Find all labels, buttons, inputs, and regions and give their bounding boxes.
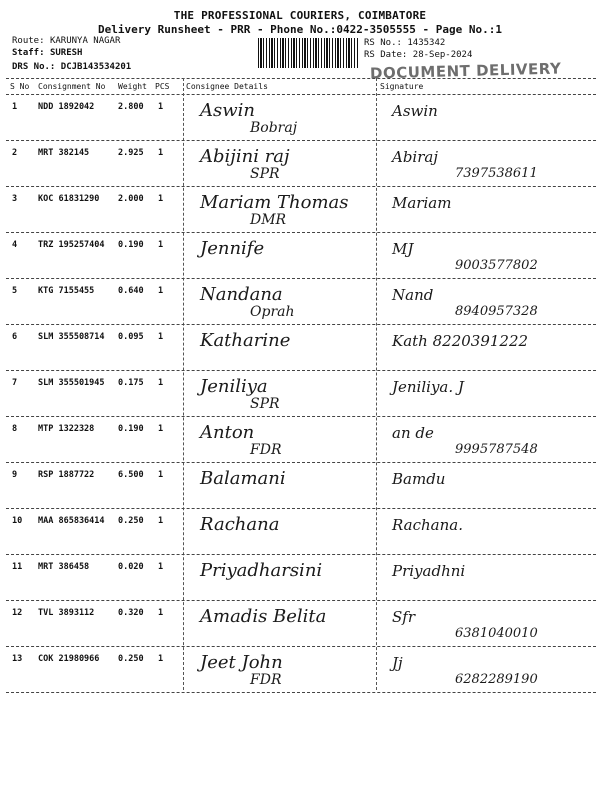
weight-cell: 0.320 [118,608,144,618]
row-divider [6,232,596,233]
sno-cell: 7 [12,378,18,388]
signature-phone-handwritten: 9003577802 [455,258,538,273]
consignment-no-cell: MAA 865836414 [38,516,105,526]
consignee-name-handwritten: Abijini raj [200,146,290,167]
weight-cell: 6.500 [118,470,144,480]
consignee-name-handwritten: Nandana [200,284,283,305]
consignee-name-handwritten: Jeet John [200,652,283,673]
signature-phone-handwritten: 6381040010 [455,626,538,641]
consignee-column-divider [183,78,184,690]
row-divider [6,416,596,417]
rs-date-label: RS Date: [364,50,408,60]
consignee-name-handwritten: Anton [200,422,255,443]
pcs-cell: 1 [158,332,164,342]
sno-cell: 2 [12,148,18,158]
rs-no-label: RS No.: [364,38,402,48]
consignee-area-handwritten: FDR [250,442,282,458]
consignment-no-cell: RSP 1887722 [38,470,95,480]
pcs-cell: 1 [158,286,164,296]
route-label: Route: [12,36,45,46]
pcs-cell: 1 [158,470,164,480]
pcs-cell: 1 [158,378,164,388]
row-divider [6,278,596,279]
consignee-name-handwritten: Jennife [200,238,265,259]
signature-phone-handwritten: 9995787548 [455,442,538,457]
consignment-no-cell: MRT 386458 [38,562,90,572]
sno-cell: 8 [12,424,18,434]
weight-cell: 0.250 [118,654,144,664]
row-divider [6,186,596,187]
row-divider [6,600,596,601]
weight-cell: 0.190 [118,424,144,434]
consignment-no-cell: KTG 7155455 [38,286,95,296]
rs-date-value: 28-Sep-2024 [412,50,473,60]
route-value: KARUNYA NAGAR [49,36,121,46]
weight-cell: 2.925 [118,148,144,158]
consignee-area-handwritten: DMR [250,212,287,228]
sno-cell: 13 [12,654,23,664]
weight-cell: 0.095 [118,332,144,342]
pcs-cell: 1 [158,194,164,204]
weight-cell: 2.800 [118,102,144,112]
pcs-cell: 1 [158,424,164,434]
staff-label: Staff: [12,48,45,58]
signature-handwritten: Nand [392,286,434,304]
consignee-area-handwritten: Bobraj [250,120,298,136]
consignment-no-cell: SLM 355501945 [38,378,105,388]
pcs-cell: 1 [158,562,164,572]
row-divider [6,646,596,647]
signature-handwritten: Jeniliya. J [392,378,464,396]
pcs-cell: 1 [158,654,164,664]
consignee-name-handwritten: Aswin [200,100,255,121]
signature-handwritten: Jj [392,654,403,672]
consignee-area-handwritten: SPR [250,166,280,182]
sno-cell: 11 [12,562,23,572]
row-divider [6,140,596,141]
col-header-consignment: Consignment No [38,82,106,91]
signature-handwritten: MJ [392,240,414,258]
col-header-pcs: PCS [155,82,170,91]
consignment-no-cell: MRT 382145 [38,148,90,158]
document-delivery-stamp: DOCUMENT DELIVERY [369,59,562,83]
consignment-no-cell: KOC 61831290 [38,194,100,204]
col-header-signature: Signature [380,82,424,91]
signature-phone-handwritten: 8940957328 [455,304,538,319]
sno-cell: 3 [12,194,18,204]
sno-cell: 9 [12,470,18,480]
sno-cell: 4 [12,240,18,250]
rs-date-field [364,50,472,60]
sno-cell: 12 [12,608,23,618]
signature-handwritten: Rachana. [392,516,463,534]
signature-handwritten: Mariam [392,194,452,212]
col-header-weight: Weight [118,82,147,91]
consignee-area-handwritten: Oprah [250,304,295,320]
rs-no-field [364,38,445,48]
consignee-name-handwritten: Amadis Belita [200,606,327,627]
drs-field [12,62,131,72]
signature-handwritten: Bamdu [392,470,446,488]
consignee-area-handwritten: FDR [250,672,282,688]
rs-no-value: 1435342 [407,38,446,48]
consignee-name-handwritten: Rachana [200,514,280,535]
table-top-rule [6,78,596,79]
weight-cell: 0.190 [118,240,144,250]
signature-phone-handwritten: 6282289190 [455,672,538,687]
page-subtitle: Delivery Runsheet - PRR - Phone No.:0422-3505555 - Page No.:1 [98,23,502,36]
route-field [12,36,120,46]
weight-cell: 0.020 [118,562,144,572]
row-divider [6,462,596,463]
weight-cell: 0.640 [118,286,144,296]
consignment-no-cell: COK 21980966 [38,654,100,664]
page-title: THE PROFESSIONAL COURIERS, COIMBATORE [173,9,427,22]
sno-cell: 1 [12,102,18,112]
staff-field [12,48,82,58]
sno-cell: 5 [12,286,18,296]
row-divider [6,554,596,555]
weight-cell: 0.175 [118,378,144,388]
sno-cell: 6 [12,332,18,342]
drs-label: DRS No.: [12,62,56,72]
consignment-no-cell: MTP 1322328 [38,424,95,434]
staff-value: SURESH [49,48,83,58]
signature-handwritten: Aswin [392,102,438,120]
signature-column-divider [376,78,377,690]
row-divider [6,508,596,509]
consignee-name-handwritten: Katharine [200,330,291,351]
pcs-cell: 1 [158,516,164,526]
pcs-cell: 1 [158,102,164,112]
consignment-no-cell: NDD 1892042 [38,102,95,112]
consignee-name-handwritten: Jeniliya [200,376,268,397]
barcode [258,38,358,68]
row-divider [6,692,596,693]
signature-handwritten: Priyadhni [392,562,466,580]
signature-handwritten: Kath 8220391222 [392,332,529,350]
consignee-area-handwritten: SPR [250,396,280,412]
col-header-consignee: Consignee Details [186,82,268,91]
drs-value: DCJB143534201 [60,62,132,72]
weight-cell: 0.250 [118,516,144,526]
pcs-cell: 1 [158,608,164,618]
sno-cell: 10 [12,516,23,526]
row-divider [6,324,596,325]
consignee-name-handwritten: Priyadharsini [200,560,323,581]
pcs-cell: 1 [158,148,164,158]
signature-phone-handwritten: 7397538611 [455,166,538,181]
signature-handwritten: an de [392,424,434,442]
col-header-sno: S No [10,82,30,91]
consignment-no-cell: SLM 355508714 [38,332,105,342]
row-divider [6,370,596,371]
signature-handwritten: Abiraj [392,148,438,166]
consignment-no-cell: TVL 3893112 [38,608,95,618]
weight-cell: 2.000 [118,194,144,204]
consignee-name-handwritten: Mariam Thomas [200,192,349,213]
pcs-cell: 1 [158,240,164,250]
signature-handwritten: Sfr [392,608,415,626]
table-header-rule [6,94,596,95]
consignee-name-handwritten: Balamani [200,468,286,489]
consignment-no-cell: TRZ 195257404 [38,240,105,250]
